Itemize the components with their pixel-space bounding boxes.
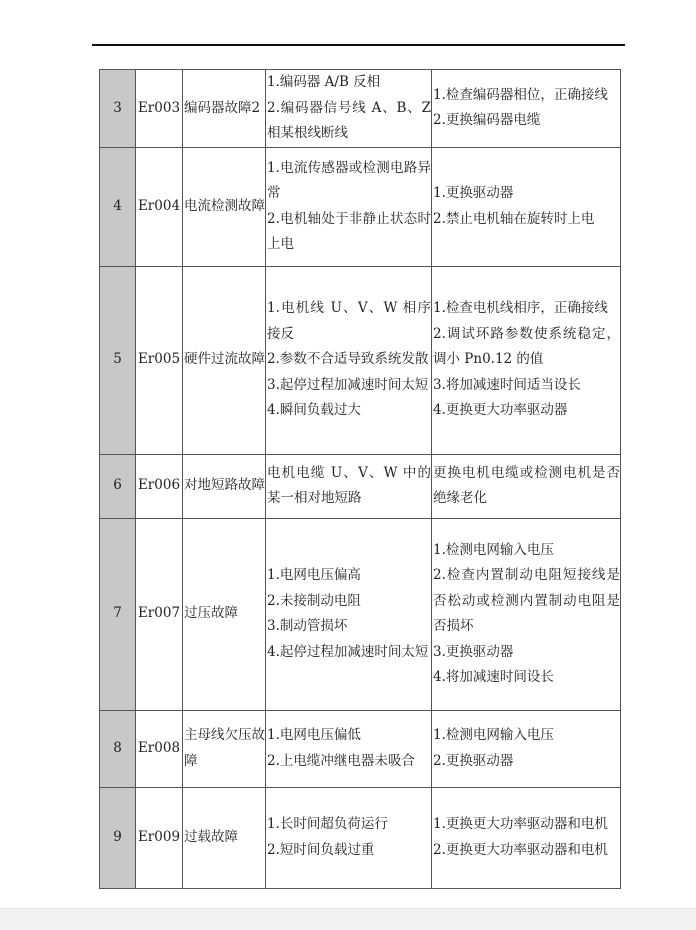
fault-name: 编码器故障2 <box>183 70 266 148</box>
fault-cause: 电机电缆 U、V、W 中的某一相对地短路 <box>266 454 432 518</box>
fault-code: Er009 <box>136 787 183 888</box>
row-number: 3 <box>100 70 136 148</box>
fault-name: 电流检测故障 <box>183 147 266 266</box>
fault-cause: 1.长时间超负荷运行 2.短时间负载过重 <box>266 787 432 888</box>
table-row <box>100 710 621 787</box>
fault-name: 硬件过流故障 <box>183 266 266 454</box>
fault-code: Er006 <box>136 454 183 518</box>
fault-cause: 1.电机线 U、V、W 相序接反 2.参数不合适导致系统发散 3.起停过程加减速时间太短 4.瞬间负载过大 <box>266 266 432 454</box>
table-row <box>100 147 621 266</box>
table-row <box>100 787 621 888</box>
fault-name: 主母线欠压故障 <box>183 710 266 787</box>
table-row <box>100 454 621 518</box>
row-number: 4 <box>100 147 136 266</box>
fault-cause: 1.电流传感器或检测电路异常 2.电机轴处于非静止状态时上电 <box>266 147 432 266</box>
row-number: 9 <box>100 787 136 888</box>
fault-solution: 1.检测电网输入电压 2.检查内置制动电阻短接线是否松动或检测内置制动电阻是否损坏 3.更换驱动器 4.将加减速时间设长 <box>432 518 621 710</box>
fault-code: Er007 <box>136 518 183 710</box>
row-number: 6 <box>100 454 136 518</box>
table-row <box>100 70 621 148</box>
fault-solution: 1.检测电网输入电压 2.更换驱动器 <box>432 710 621 787</box>
fault-name: 对地短路故障 <box>183 454 266 518</box>
fault-solution: 1.检查编码器相位，正确接线 2.更换编码器电缆 <box>432 70 621 148</box>
fault-solution: 更换电机电缆或检测电机是否绝缘老化 <box>432 454 621 518</box>
table-row <box>100 266 621 454</box>
table-row <box>100 518 621 710</box>
fault-code: Er003 <box>136 70 183 148</box>
fault-code: Er008 <box>136 710 183 787</box>
row-number: 7 <box>100 518 136 710</box>
fault-solution: 1.检查电机线相序，正确接线 2.调试环路参数使系统稳定，调小 Pn0.12 的值 3.将加减速时间适当设长 4.更换更大功率驱动器 <box>432 266 621 454</box>
fault-name: 过载故障 <box>183 787 266 888</box>
header-rule <box>92 44 625 46</box>
viewer-bottom-bar <box>0 908 696 930</box>
fault-code-table <box>99 69 621 889</box>
fault-name: 过压故障 <box>183 518 266 710</box>
fault-cause: 1.电网电压偏低 2.上电缆冲继电器未吸合 <box>266 710 432 787</box>
fault-cause: 1.编码器 A/B 反相 2.编码器信号线 A、B、Z相某根线断线 <box>266 70 432 148</box>
fault-code: Er004 <box>136 147 183 266</box>
row-number: 8 <box>100 710 136 787</box>
fault-code: Er005 <box>136 266 183 454</box>
fault-solution: 1.更换更大功率驱动器和电机 2.更换更大功率驱动器和电机 <box>432 787 621 888</box>
fault-solution: 1.更换驱动器 2.禁止电机轴在旋转时上电 <box>432 147 621 266</box>
row-number: 5 <box>100 266 136 454</box>
fault-cause: 1.电网电压偏高 2.未接制动电阻 3.制动管损坏 4.起停过程加减速时间太短 <box>266 518 432 710</box>
